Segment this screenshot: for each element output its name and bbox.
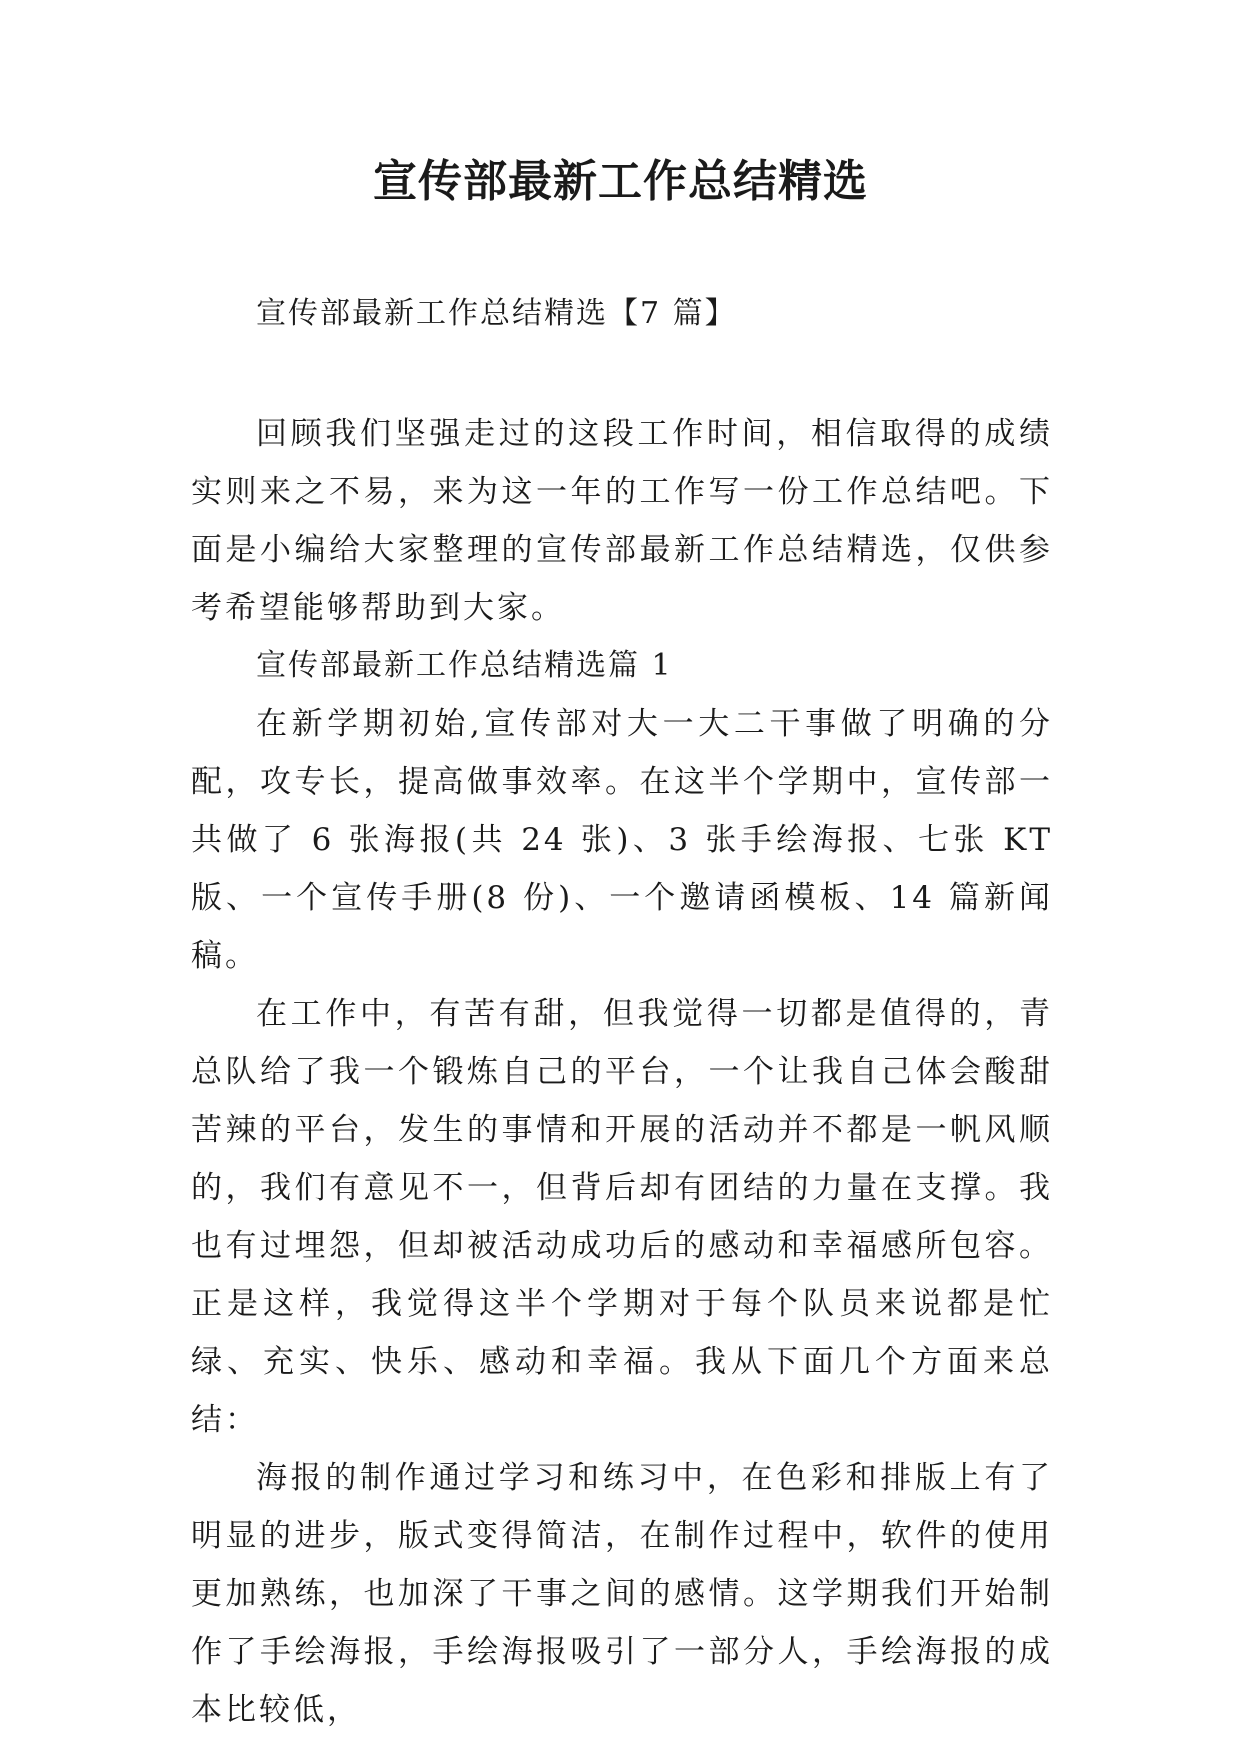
body-paragraph-1: 在新学期初始,宣传部对大一大二干事做了明确的分配，攻专长，提高做事效率。在这半个学期中，宣传部一共做了 6 张海报(共 24 张)、3 张手绘海报、七张 KT 版、一个宣传手册(8 份)、一个邀请函模板、14 篇新闻稿。 (191, 706, 1053, 974)
body-paragraph-2: 在工作中，有苦有甜，但我觉得一切都是值得的，青总队给了我一个锻炼自己的平台，一个让我自己体会酸甜苦辣的平台，发生的事情和开展的活动并不都是一帆风顺的，我们有意见不一，但背后却有团结的力量在支撑。我也有过埋怨，但却被活动成功后的感动和幸福感所包容。正是这样，我觉得这半个学期对于每个队员来说都是忙绿、充实、快乐、感动和幸福。我从下面几个方面来总结： (191, 996, 1053, 1438)
body-paragraph-3: 海报的制作通过学习和练习中，在色彩和排版上有了明显的进步，版式变得简洁，在制作过程中，软件的使用更加熟练，也加深了干事之间的感情。这学期我们开始制作了手绘海报，手绘海报吸引了一部分人，手绘海报的成本比较低， (191, 1460, 1053, 1728)
document-title: 宣传部最新工作总结精选 (373, 156, 868, 207)
section-heading: 宣传部最新工作总结精选篇 1 (256, 648, 673, 683)
intro-paragraph: 回顾我们坚强走过的这段工作时间，相信取得的成绩实则来之不易，来为这一年的工作写一份工作总结吧。下面是小编给大家整理的宣传部最新工作总结精选，仅供参考希望能够帮助到大家。 (191, 416, 1053, 626)
document-body (191, 405, 1053, 1739)
document-subtitle: 宣传部最新工作总结精选【7 篇】 (256, 296, 737, 331)
